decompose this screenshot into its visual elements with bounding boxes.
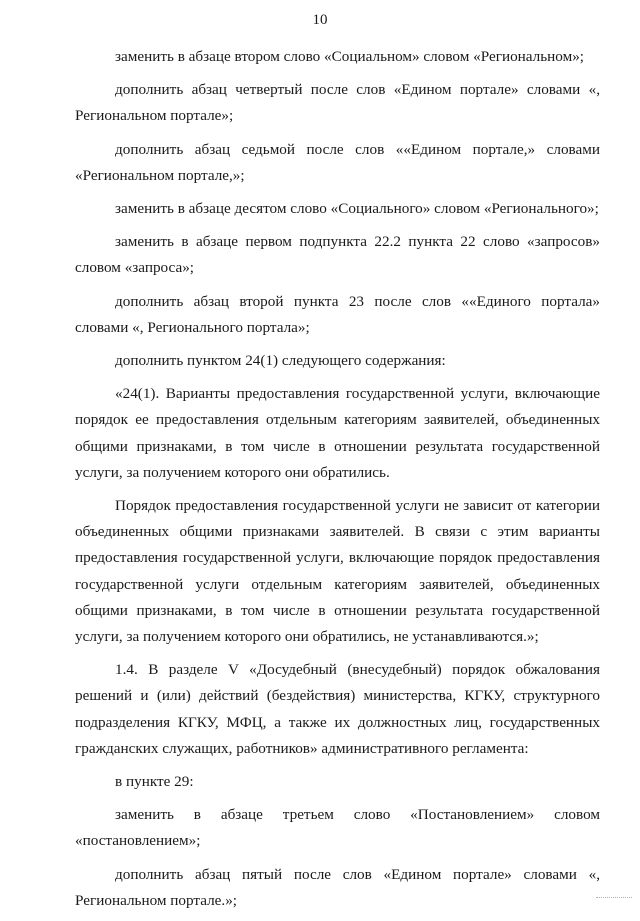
page-number: 10 bbox=[312, 12, 328, 28]
paragraph: заменить в абзаце десятом слово «Социального» словом «Регионального»; bbox=[115, 200, 599, 218]
paragraph: заменить в абзаце первом подпункта 22.2 пункта 22 слово «запросов» словом «запроса»; bbox=[75, 233, 600, 277]
scan-mark bbox=[596, 897, 632, 899]
paragraph: 1.4. В разделе V «Досудебный (внесудебный) порядок обжалования решений и (или) действий (бездействия) министерства, КГКУ, структурного подразделения КГКУ, МФЦ, а также их должностных лиц, государственных гражданских служащих, работников» административного регламента: bbox=[75, 661, 600, 757]
paragraph: заменить в абзаце третьем слово «Постановлением» словом «постановлением»; bbox=[75, 806, 600, 850]
paragraph: «24(1). Варианты предоставления государственной услуги, включающие порядок ее предоставления отдельным категориям заявителей, объединенных общими признаками, в том числе в отношении результата государственной услуги, за получением которого они обратились. bbox=[75, 385, 600, 481]
paragraph: заменить в абзаце втором слово «Социальном» словом «Региональном»; bbox=[115, 48, 585, 65]
paragraph: Порядок предоставления государственной услуги не зависит от категории объединенных общими признаками заявителей. В связи с этим варианты предоставления государственной услуги, включающие порядок предоставления государственной услуги отдельным категориям заявителей, объединенных общими признаками, в том числе в отношении результата государственной услуги, за получением которого они обратились, не устанавливаются.»; bbox=[75, 497, 600, 646]
document-body bbox=[75, 44, 600, 921]
paragraph: дополнить пунктом 24(1) следующего содержания: bbox=[115, 352, 446, 370]
paragraph: дополнить абзац пятый после слов «Едином портале» словами «, Региональном портале.»; bbox=[75, 865, 600, 909]
paragraph: в пункте 29: bbox=[115, 773, 194, 791]
paragraph: дополнить абзац второй пункта 23 после слов ««Единого портала» словами «, Регионального портала»; bbox=[75, 292, 600, 336]
paragraph: дополнить абзац седьмой после слов ««Едином портале,» словами «Региональном портале,»; bbox=[75, 140, 600, 184]
paragraph: дополнить абзац четвертый после слов «Едином портале» словами «, Региональном портале»; bbox=[75, 81, 600, 125]
